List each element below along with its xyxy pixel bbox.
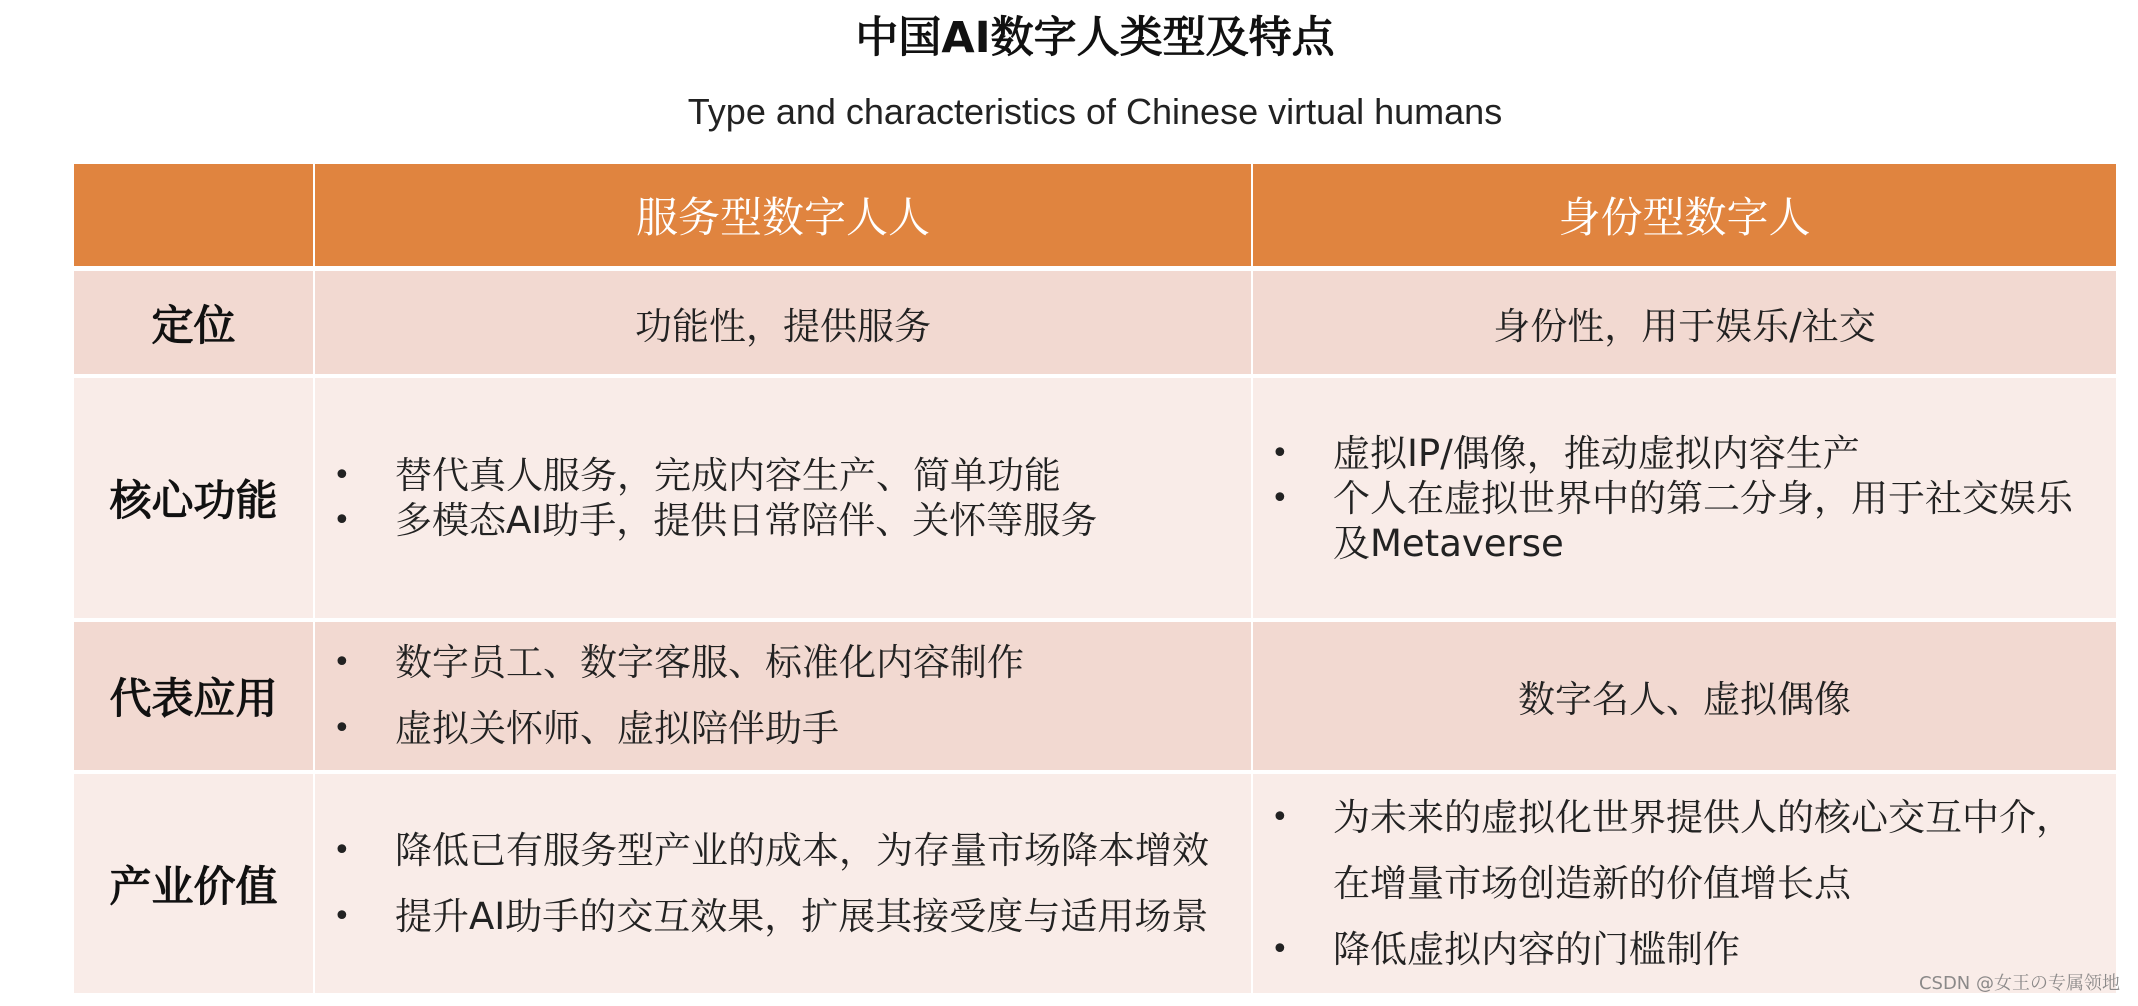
- header-service-label: 服务型数字人人: [635, 193, 930, 242]
- list-item: [395, 818, 1236, 884]
- list-item: [395, 498, 1236, 543]
- table-row-positioning: [74, 271, 2116, 374]
- identity-text: 数字名人、虚拟偶像: [1518, 678, 1851, 721]
- list-item-text: 个人在虚拟世界中的第二分身，用于社交娱乐及Metaverse: [1333, 476, 2073, 565]
- identity-text: 身份性，用于娱乐/社交: [1493, 304, 1876, 348]
- service-cell: [315, 271, 1251, 374]
- row-label-cell: [74, 622, 313, 770]
- list-item: [395, 884, 1236, 950]
- table-row-core-functions: [74, 378, 2116, 618]
- comparison-table: [74, 164, 2116, 993]
- row-label-cell: [74, 271, 313, 374]
- bullet-icon: [333, 453, 351, 498]
- service-cell: [315, 622, 1251, 770]
- list-item: [1333, 431, 2096, 476]
- bullet-icon: [1271, 476, 1289, 521]
- row-label-cell: [74, 774, 313, 993]
- bullet-icon: [1271, 785, 1289, 851]
- list-item-text: 数字员工、数字客服、标准化内容制作: [395, 641, 1024, 684]
- header-identity-cell: [1253, 164, 2116, 266]
- header-service-cell: [315, 164, 1251, 266]
- service-cell: [315, 774, 1251, 993]
- row-label: 核心功能: [109, 476, 278, 525]
- identity-cell: [1253, 378, 2116, 618]
- row-label-cell: [74, 378, 313, 618]
- table-header-row: [74, 164, 2116, 266]
- row-label: 产业价值: [109, 861, 278, 911]
- list-item-text: 虚拟关怀师、虚拟陪伴助手: [395, 707, 839, 750]
- identity-bullet-list: [1253, 431, 2116, 566]
- page-title: 中国AI数字人类型及特点: [855, 13, 1335, 63]
- service-bullet-list: [315, 630, 1251, 762]
- bullet-icon: [333, 884, 351, 950]
- row-label: 定位: [151, 300, 236, 350]
- service-bullet-list: [315, 818, 1251, 950]
- bullet-icon: [333, 630, 351, 696]
- row-label: 代表应用: [109, 674, 278, 723]
- list-item-text: 虚拟IP/偶像，推动虚拟内容生产: [1333, 431, 1860, 475]
- page-subtitle: Type and characteristics of Chinese virtual humans: [687, 91, 1503, 132]
- list-item-text: 降低虚拟内容的门槛制作: [1333, 927, 1740, 971]
- bullet-icon: [1271, 917, 1289, 983]
- header-identity-label: 身份型数字人: [1558, 193, 1811, 242]
- list-item: [395, 630, 1236, 696]
- list-item-text: 降低已有服务型产业的成本，为存量市场降本增效: [395, 828, 1209, 872]
- bullet-icon: [1271, 431, 1289, 476]
- list-item-text: 为未来的虚拟化世界提供人的核心交互中介，在增量市场创造新的价值增长点: [1333, 795, 2073, 905]
- bullet-icon: [333, 818, 351, 884]
- service-bullet-list: [315, 453, 1251, 543]
- list-item-text: 提升AI助手的交互效果，扩展其接受度与适用场景: [395, 894, 1209, 938]
- identity-cell: [1253, 271, 2116, 374]
- header-corner-cell: [74, 164, 313, 266]
- list-item-text: 多模态AI助手，提供日常陪伴、关怀等服务: [395, 499, 1098, 542]
- bullet-icon: [333, 498, 351, 543]
- watermark: CSDN @女王の专属领地: [1918, 973, 2120, 994]
- service-cell: [315, 378, 1251, 618]
- identity-bullet-list: [1253, 785, 2116, 983]
- identity-cell: [1253, 774, 2116, 993]
- service-text: 功能性，提供服务: [635, 304, 931, 348]
- bullet-icon: [333, 696, 351, 762]
- list-item: [1333, 785, 2096, 917]
- list-item-text: 替代真人服务，完成内容生产、简单功能: [395, 454, 1061, 497]
- list-item: [1333, 476, 2096, 566]
- table-row-applications: [74, 622, 2116, 770]
- list-item: [395, 696, 1236, 762]
- list-item: [395, 453, 1236, 498]
- identity-cell: [1253, 622, 2116, 770]
- table-row-industry-value: [74, 774, 2116, 993]
